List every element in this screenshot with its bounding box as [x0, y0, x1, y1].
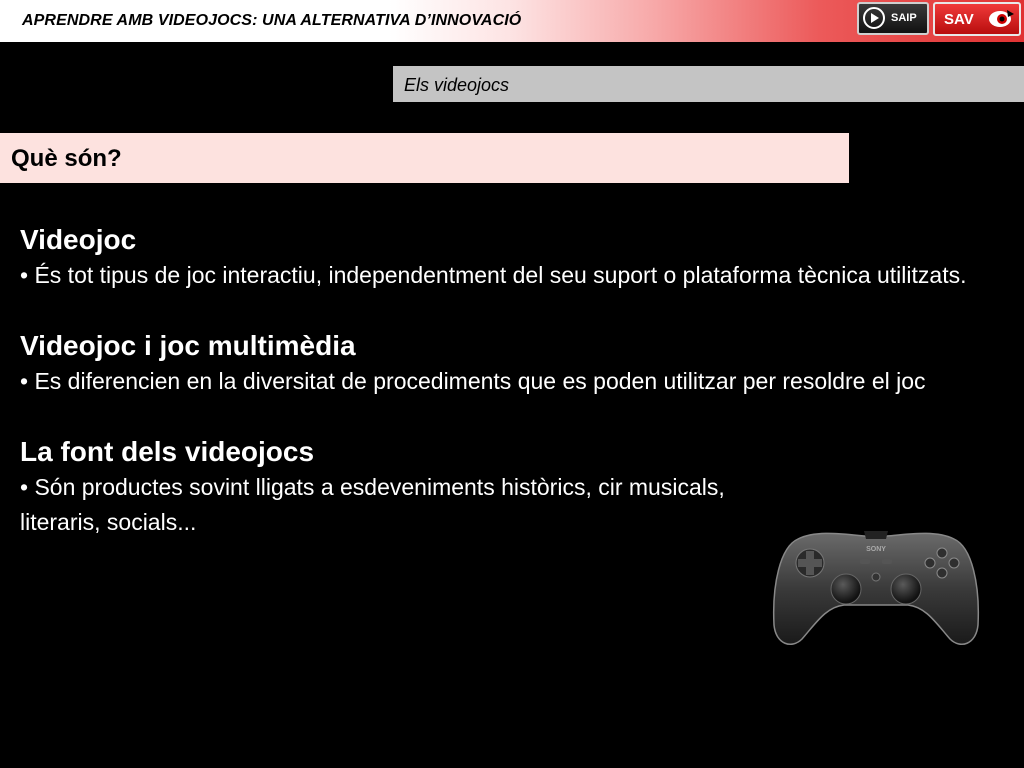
sav-logo-button[interactable] [933, 2, 1021, 36]
block-heading: Videojoc i joc multimèdia [20, 330, 356, 361]
block-heading: Videojoc [20, 224, 137, 255]
subtitle-bar [393, 66, 1024, 102]
saip-logo-text: SAIP [891, 12, 917, 24]
block-text: • Es diferencien en la diversitat de procediments que es poden utilitzar per resoldre el joc [20, 368, 926, 394]
play-icon [863, 7, 885, 29]
section-title: Què són? [11, 145, 122, 172]
saip-logo-button[interactable] [857, 2, 929, 35]
block-text: • Són productes sovint lligats a esdeveniments històrics, cir musicals, literaris, socials... [20, 474, 725, 535]
sav-logo-text: SAV [944, 11, 974, 28]
content-block-videojoc [20, 222, 990, 293]
slide-content [20, 222, 990, 575]
block-text: • És tot tipus de joc interactiu, independentment del seu suport o plataforma tècnica utilitzats. [20, 262, 967, 288]
subtitle-text: Els videojocs [404, 75, 510, 95]
eye-icon [987, 8, 1015, 30]
controller-brand-text: SONY [866, 546, 886, 553]
top-header-bar [0, 0, 1024, 42]
block-heading: La font dels videojocs [20, 436, 315, 467]
presentation-title: APRENDRE AMB VIDEOJOCS: UNA ALTERNATIVA D’INNOVACIÓ [22, 12, 522, 29]
section-title-bar [0, 133, 849, 183]
content-block-multimedia [20, 328, 990, 399]
game-controller-image [768, 525, 984, 653]
